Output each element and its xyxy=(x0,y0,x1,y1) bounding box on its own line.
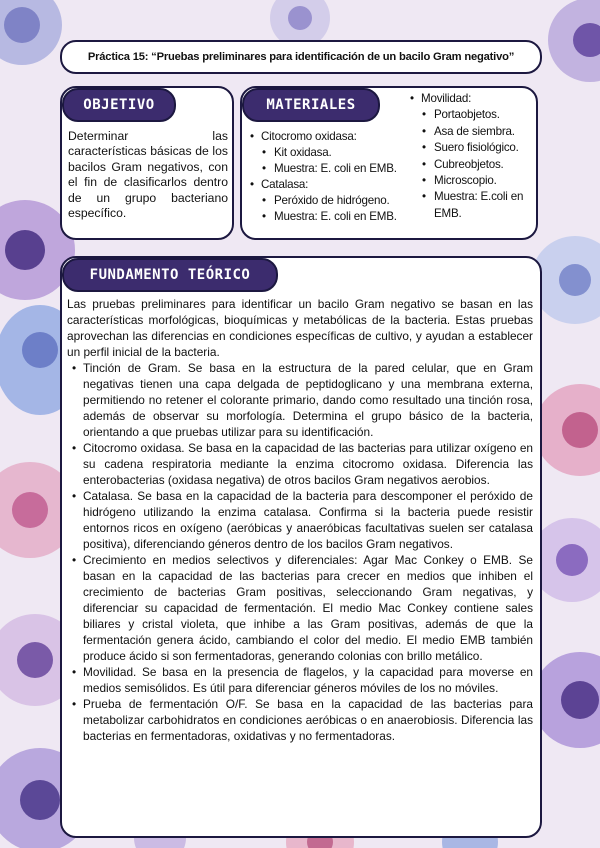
list-item: • Suero fisiológico. xyxy=(410,140,538,156)
list-item: • Asa de siembra. xyxy=(410,124,538,140)
list-item: • Tinción de Gram. Se basa en la estructura de la pared celular, que en Gram negativas tienen una capa delgada de peptidoglicano y una membrana externa, permitiendo no retener el colorante primario, dando como resultado una tinción rosa, además de observar su morfología. Determina el grupo básico de la bacteria, orientando a que pruebas utilizar para su identificación. xyxy=(67,360,533,440)
list-item: • Prueba de fermentación O/F. Se basa en la capacidad de las bacterias para metabolizar carbohidratos en condiciones aeróbicas o en anaerobiosis. Diferencia las bacterias en fermentadoras, oxidativas y no fermentadoras. xyxy=(67,696,533,744)
fundamento-list xyxy=(67,360,533,744)
title-banner xyxy=(60,40,542,74)
objetivo-text: Determinar las características básicas de los bacilos Gram negativos, con el fin de clasificarlos dentro de un grupo bacteriano específico. xyxy=(68,129,228,221)
objetivo-heading xyxy=(62,88,176,122)
list-item: • Portaobjetos. xyxy=(410,107,538,123)
list-item: • Citocromo oxidasa: xyxy=(250,129,430,145)
page-title: Práctica 15: “Pruebas preliminares para identificación de un bacilo Gram negativo” xyxy=(87,51,515,63)
list-item: • Muestra: E. coli en EMB. xyxy=(250,209,430,225)
list-item: • Catalasa. Se basa en la capacidad de la bacteria para descomponer el peróxido de hidrógeno utilizando la enzima catalasa. Confirma si la bacteria puede resistir entornos ricos en oxígeno (aeróbicas y anaeróbicas facultativas suelen ser catalasa positiva), diferenciando géneros dentro de los bacilos Gram negativos. xyxy=(67,488,533,552)
materiales-list-left xyxy=(250,129,430,225)
list-item: • Peróxido de hidrógeno. xyxy=(250,193,430,209)
list-item: • Movilidad: xyxy=(410,91,538,107)
fundamento-section xyxy=(60,256,542,838)
list-item: • Crecimiento en medios selectivos y diferenciales: Agar Mac Conkey o EMB. Se basan en la capacidad de las bacterias para crecer en medios que inhiben el crecimiento de bacterias Gram positivas, seleccionando Gram negativas, y diferenciar su capacidad de fermentación. El medio Mac Conkey contiene sales biliares y cristal violeta, que inhibe a las Gram positivas, además de que la fermentación genera ácido, cambiando el color del medio. El medio EMB también produce ácido si son fermentadoras, generando colonias con brillo metálico. xyxy=(67,552,533,664)
list-item: • Muestra: E.coli en EMB. xyxy=(410,189,538,222)
objetivo-heading-label: OBJETIVO xyxy=(83,97,155,113)
list-item: • Movilidad. Se basa en la presencia de flagelos, y la capacidad para moverse en medios semisólidos. Es útil para diferenciar géneros móviles de los no móviles. xyxy=(67,664,533,696)
materiales-list-right xyxy=(410,91,538,222)
list-item: • Catalasa: xyxy=(250,177,430,193)
list-item: • Kit oxidasa. xyxy=(250,145,430,161)
fundamento-heading-label: FUNDAMENTO TEÓRICO xyxy=(89,267,251,283)
fundamento-body xyxy=(67,296,533,744)
list-item: • Cubreobjetos. xyxy=(410,157,538,173)
materiales-heading xyxy=(242,88,380,122)
list-item: • Muestra: E. coli en EMB. xyxy=(250,161,430,177)
fundamento-intro: Las pruebas preliminares para identificar un bacilo Gram negativo se basan en las características morfológicas, bioquímicas y metabólicas de la bacteria. Estas pruebas aprovechan las diferencias en condiciones específicas de cultivo, y ayudan a establecer un perfil inicial de la bacteria. xyxy=(67,297,533,359)
list-item: • Microscopio. xyxy=(410,173,538,189)
list-item: • Citocromo oxidasa. Se basa en la capacidad de las bacterias para utilizar oxígeno en su cadena respiratoria mediante la enzima citocromo oxidasa. Diferencia las enterobacterias (oxidasa negativa) de otros bacilos Gram negativos aerobios. xyxy=(67,440,533,488)
materiales-heading-label: MATERIALES xyxy=(266,97,356,113)
fundamento-heading xyxy=(62,258,278,292)
